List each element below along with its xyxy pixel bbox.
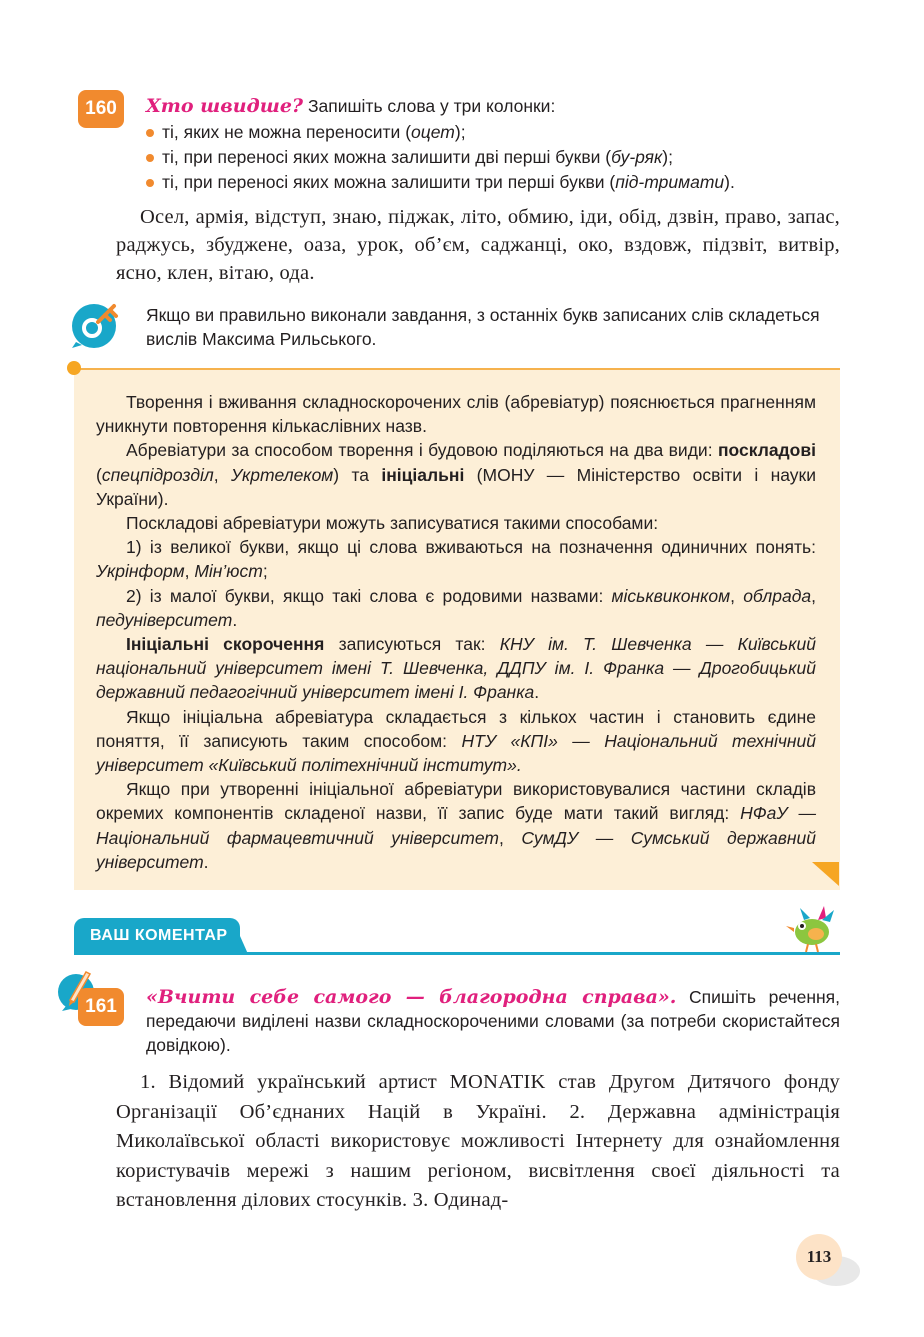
rule-paragraph: Ініціальні скорочення записуються так: КНУ ім. Т. Шевченка — Київський національний університет імені Т. Шевченка, ДДПУ ім. І. Франка — Дрогобицький державний педагогічний університет імені І. Франка. xyxy=(96,634,816,703)
page-number: 113 xyxy=(796,1234,842,1280)
rule-paragraph: 2) із малої букви, якщо такі слова є родовими назвами: міськвиконком, облрада, педуніверситет. xyxy=(96,585,816,630)
task-instruction: Спишіть речення, передаючи виділені назви складноскороченими словами (за потреби скористайтеся довідкою). xyxy=(146,987,840,1055)
rule-paragraph: Якщо при утворенні ініціальної абревіатури використовувалися частини складів окремих компонентів складеної назви, її запис буде мати такий вигляд: НФаУ — Національний фармацевтичний університет, СумДУ — Сумський державний університет. xyxy=(96,779,816,872)
comment-label: ВАШ КОМЕНТАР xyxy=(90,927,228,944)
bullet-item: ті, при переносі яких можна залишити дві перші букви (бу-ряк); xyxy=(146,145,846,170)
rule-paragraph: Поскладові абревіатури можуть записуватися такими способами: xyxy=(126,513,659,534)
bird-icon xyxy=(782,898,840,954)
key-icon xyxy=(70,298,122,350)
task-number-badge xyxy=(78,90,124,128)
task-number-badge xyxy=(78,988,124,1026)
rule-paragraph: Якщо ініціальна абревіатура складається з кількох частин і становить єдине поняття, її записують таким способом: НТУ «КПІ» — Національний технічний університет «Київський політехнічний інститут». xyxy=(96,706,817,776)
task-header xyxy=(146,94,846,119)
comment-tab-tail xyxy=(232,918,248,954)
task-title: Хто швидше? xyxy=(146,95,304,117)
rule-corner xyxy=(812,862,839,886)
rule-paragraph: 1) із великої букви, якщо ці слова вживаються на позначення одиничних понять: Укрінформ, Мін’юст; xyxy=(96,537,816,582)
rule-paragraph: Творення і вживання складноскорочених слів (абревіатур) пояснюється прагненням уникнути повторення кількаслівних назв. xyxy=(96,392,816,437)
rule-paragraph: Абревіатури за способом творення і будовою поділяються на два види: поскладові (спецпідрозділ, Укртелеком) та ініціальні (МОНУ — Міністерство освіти і науки України). xyxy=(96,440,816,509)
task-instruction: Запишіть слова у три колонки: xyxy=(307,96,556,116)
task-bullets xyxy=(146,120,846,195)
task-number: 161 xyxy=(85,996,117,1017)
task-number: 160 xyxy=(85,98,117,119)
task-text: 1. Відомий український артист MONATIK став Другом Дитячого фонду Організації Об’єднаних Націй в Україні. 2. Державна адміністрація Миколаївської області використовує можливості Інтернету для ознайомлення користувачів мережі з нашим регіоном, висвітлення своєї діяльності та встановлення ділових стосунків. 3. Одинад- xyxy=(116,1071,840,1211)
task-title: «Вчити себе самого — благородна справа». xyxy=(146,986,677,1008)
rule-text xyxy=(96,390,816,874)
task-header xyxy=(146,985,840,1057)
task-hint: Якщо ви правильно виконали завдання, з останніх букв записаних слів складеться вислів Максима Рильського. xyxy=(146,305,820,349)
rule-dot xyxy=(67,361,81,375)
comment-tab xyxy=(74,918,240,954)
word-list: Осел, армія, відступ, знаю, піджак, літо, обмию, іди, обід, дзвін, право, запас, раджусь, збуджене, оаза, урок, об’єм, саджанці, око, вздовж, підзвіт, витвір, ясно, клен, вітаю, ода. xyxy=(116,206,840,284)
comment-line xyxy=(74,952,840,955)
bullet-item: ті, яких не можна переносити (оцет); xyxy=(146,120,846,145)
bullet-item: ті, при переносі яких можна залишити три перші букви (під-тримати). xyxy=(146,170,846,195)
